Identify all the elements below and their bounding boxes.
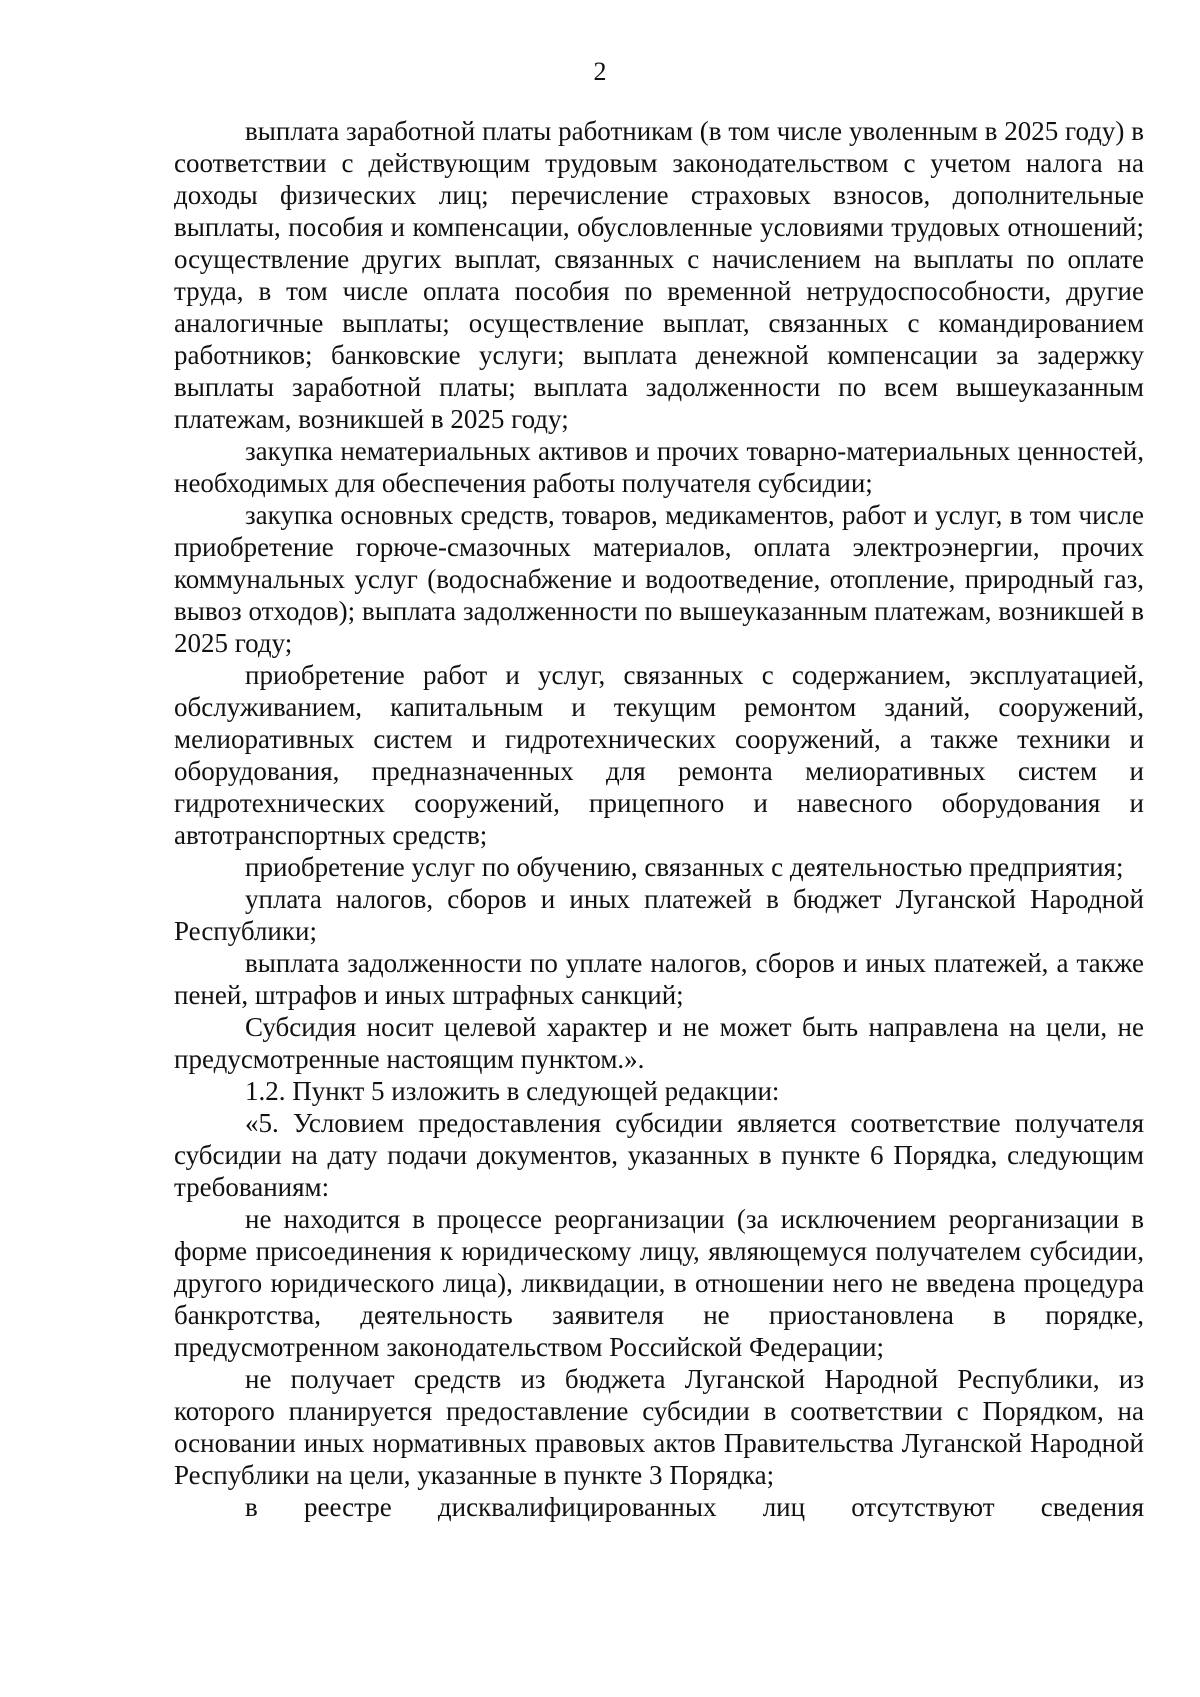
paragraph-clause-5: «5. Условием предоставления субсидии является соответствие получателя субсидии на дату подачи документов, указанных в пункте 6 Порядка, следующим требованиям: <box>174 1108 1144 1202</box>
page-number: 2 <box>593 57 607 86</box>
paragraph-taxes: уплата налогов, сборов и иных платежей в бюджет Луганской Народной Республики; <box>174 884 1144 946</box>
paragraph-wages: выплата заработной платы работникам (в том числе уволенным в 2025 году) в соответствии с действующим трудовым законодательством с учетом налога на доходы физических лиц; перечисление страховых взносов, дополнительные выплаты, пособия и компенсации, обусловленные условиями трудовых отношений; осуществление других выплат, связанных с начислением на выплаты по оплате труда, в том числе оплата пособия по временной нетрудоспособности, другие аналогичные выплаты; осуществление выплат, связанных с командированием работников; банковские услуги; выплата денежной компенсации за задержку выплаты заработной платы; выплата задолженности по всем вышеуказанным платежам, возникшей в 2025 году; <box>174 116 1144 434</box>
paragraph-disqualified-registry: в реестре дисквалифицированных лиц отсутствуют сведения <box>245 1492 1144 1522</box>
document-body <box>174 115 1144 1523</box>
paragraph-training-services: приобретение услуг по обучению, связанных с деятельностью предприятия; <box>245 852 1124 882</box>
paragraph-subsidy-purpose: Субсидия носит целевой характер и не может быть направлена на цели, не предусмотренные настоящим пунктом.». <box>174 1012 1144 1074</box>
paragraph-maintenance-works: приобретение работ и услуг, связанных с содержанием, эксплуатацией, обслуживанием, капитальным и текущим ремонтом зданий, сооружений, мелиоративных систем и гидротехнических сооружений, а также техники и оборудования, предназначенных для ремонта мелиоративных систем и гидротехнических сооружений, прицепного и навесного оборудования и автотранспортных средств; <box>174 660 1144 850</box>
paragraph-fixed-assets: закупка основных средств, товаров, медикаментов, работ и услуг, в том числе приобретение горюче-смазочных материалов, оплата электроэнергии, прочих коммунальных услуг (водоснабжение и водоотведение, отопление, природный газ, вывоз отходов); выплата задолженности по вышеуказанным платежам, возникшей в 2025 году; <box>174 500 1144 658</box>
paragraph-reorganization: не находится в процессе реорганизации (за исключением реорганизации в форме присоединения к юридическому лицу, являющемуся получателем субсидии, другого юридического лица), ликвидации, в отношении него не введена процедура банкротства, деятельность заявителя не приостановлена в порядке, предусмотренном законодательством Российской Федерации; <box>174 1204 1144 1362</box>
paragraph-budget-funds: не получает средств из бюджета Луганской Народной Республики, из которого планируется предоставление субсидии в соответствии с Порядком, на основании иных нормативных правовых актов Правительства Луганской Народной Республики на цели, указанные в пункте 3 Порядка; <box>174 1364 1144 1490</box>
paragraph-tax-debt: выплата задолженности по уплате налогов, сборов и иных платежей, а также пеней, штрафов и иных штрафных санкций; <box>174 948 1144 1010</box>
paragraph-clause-1-2: 1.2. Пункт 5 изложить в следующей редакции: <box>245 1076 780 1106</box>
paragraph-intangible-assets: закупка нематериальных активов и прочих товарно-материальных ценностей, необходимых для обеспечения работы получателя субсидии; <box>174 436 1144 498</box>
